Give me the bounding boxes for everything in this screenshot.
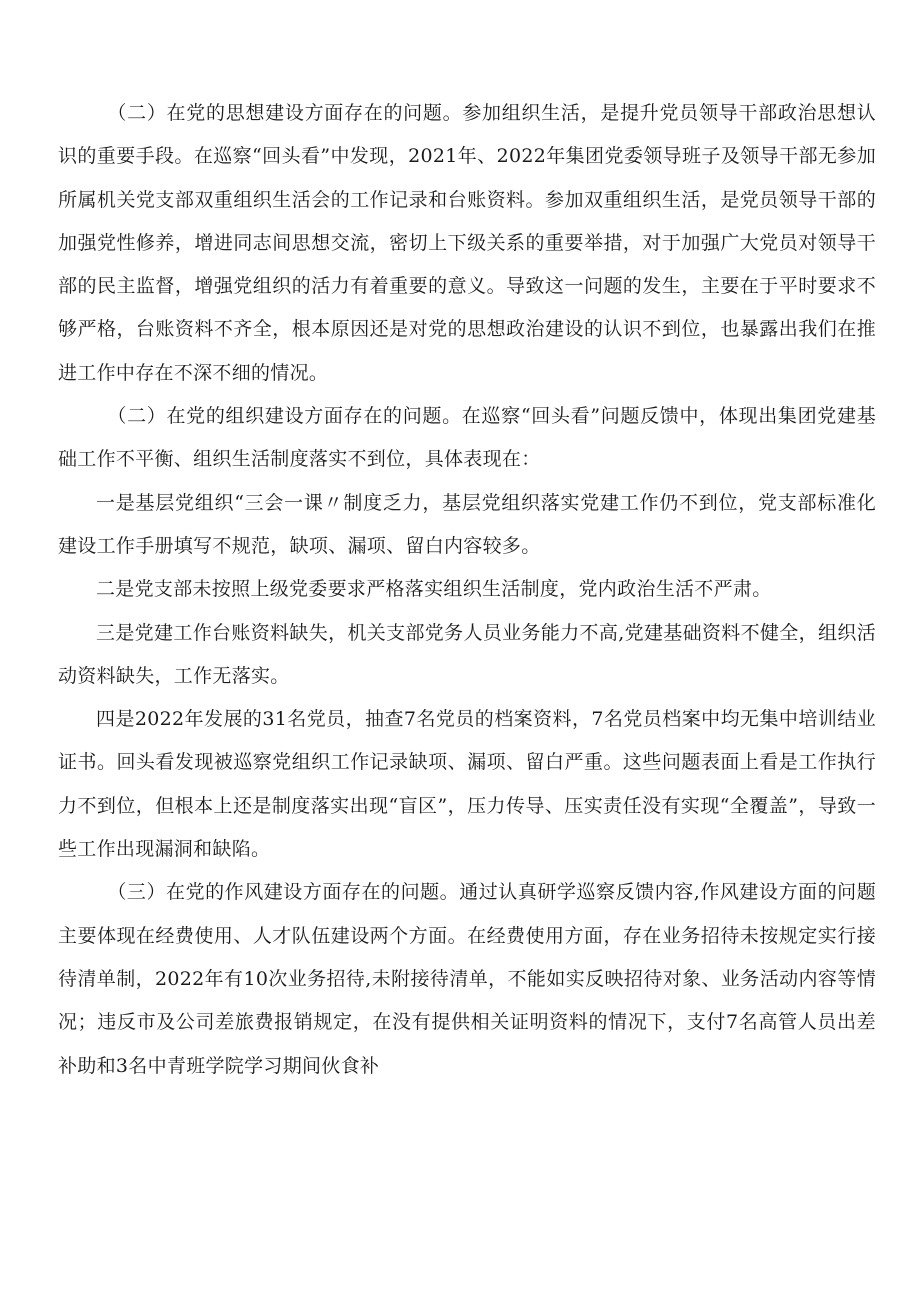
paragraph-organizational-building: （二）在党的组织建设方面存在的问题。在巡察“回头看”问题反馈中，体现出集团党建基础工作不平衡、组织生活制度落实不到位，具体表现在： xyxy=(58,405,876,471)
paragraph-point-four: 四是2022年发展的31名党员，抽查7名党员的档案资料，7名党员档案中均无集中培训结业证书。回头看发现被巡察党组织工作记录缺项、漏项、留白严重。这些问题表面上看是工作执行力不到位，但根本上还是制度落实出现“盲区”，压力传导、压实责任没有实现“全覆盖”，导致一些工作出现漏洞和缺陷。 xyxy=(58,708,876,861)
paragraph-ideological-building: （二）在党的思想建设方面存在的问题。参加组织生活，是提升党员领导干部政治思想认识的重要手段。在巡察“回头看”中发现，2021年、2022年集团党委领导班子及领导干部无参加所属机关党支部双重组织生活会的工作记录和台账资料。参加双重组织生活，是党员领导干部的加强党性修养，增进同志间思想交流，密切上下级关系的重要举措，对于加强广大党员对领导干部的民主监督，增强党组织的活力有着重要的意义。导致这一问题的发生，主要在于平时要求不够严格，台账资料不齐全，根本原因还是对党的思想政治建设的认识不到位，也暴露出我们在推进工作中存在不深不细的情况。 xyxy=(58,102,876,384)
document-body xyxy=(58,92,876,1088)
paragraph-point-one: 一是基层党组织“三会一课〃制度乏力，基层党组织落实党建工作仍不到位，党支部标准化建设工作手册填写不规范，缺项、漏项、留白内容较多。 xyxy=(58,491,876,557)
paragraph-point-three: 三是党建工作台账资料缺失，机关支部党务人员业务能力不高,党建基础资料不健全，组织活动资料缺失，工作无落实。 xyxy=(58,621,876,687)
paragraph-work-style-building: （三）在党的作风建设方面存在的问题。通过认真研学巡察反馈内容,作风建设方面的问题主要体现在经费使用、人才队伍建设两个方面。在经费使用方面，存在业务招待未按规定实行接待清单制，2022年有10次业务招待,未附接待清单，不能如实反映招待对象、业务活动内容等情况；违反市及公司差旅费报销规定，在没有提供相关证明资料的情况下，支付7名高管人员出差补助和3名中青班学院学习期间伙食补 xyxy=(58,881,876,1077)
paragraph-point-two: 二是党支部未按照上级党委要求严格落实组织生活制度，党内政治生活不严肃。 xyxy=(96,578,772,601)
